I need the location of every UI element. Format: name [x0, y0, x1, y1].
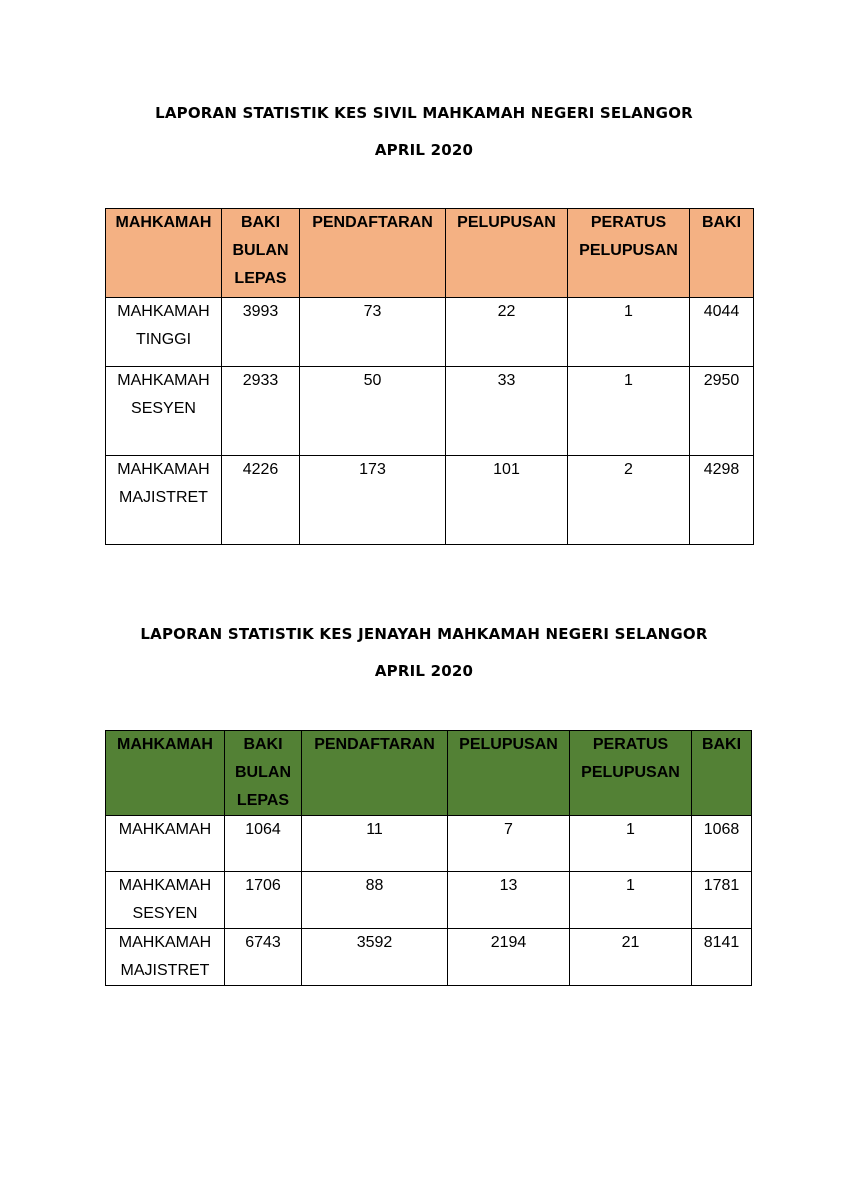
table-row — [106, 816, 752, 872]
cell-pendaftaran: 173 — [300, 456, 446, 545]
table-row — [106, 298, 754, 367]
cell-peratus-pelupusan: 1 — [568, 367, 690, 456]
header-baki: BAKI — [690, 209, 754, 298]
civil-report-subtitle: APRIL 2020 — [374, 141, 474, 159]
cell-mahkamah: MAHKAMAH TINGGI — [106, 298, 222, 367]
cell-pendaftaran: 50 — [300, 367, 446, 456]
cell-baki: 2950 — [690, 367, 754, 456]
cell-peratus-pelupusan: 1 — [570, 816, 692, 872]
cell-baki: 4298 — [690, 456, 754, 545]
cell-peratus-pelupusan: 1 — [568, 298, 690, 367]
cell-baki-bulan-lepas: 6743 — [225, 929, 302, 986]
cell-pelupusan: 7 — [448, 816, 570, 872]
cell-pendaftaran: 3592 — [302, 929, 448, 986]
criminal-statistics-table — [105, 730, 752, 986]
header-pendaftaran: PENDAFTARAN — [302, 731, 448, 816]
cell-baki-bulan-lepas: 2933 — [222, 367, 300, 456]
table-header-row — [106, 209, 754, 298]
cell-baki-bulan-lepas: 1064 — [225, 816, 302, 872]
cell-pelupusan: 22 — [446, 298, 568, 367]
table-row — [106, 929, 752, 986]
header-pendaftaran: PENDAFTARAN — [300, 209, 446, 298]
cell-mahkamah: MAHKAMAH MAJISTRET — [106, 456, 222, 545]
table-row — [106, 872, 752, 929]
cell-baki-bulan-lepas: 1706 — [225, 872, 302, 929]
header-pelupusan: PELUPUSAN — [446, 209, 568, 298]
criminal-report-title: LAPORAN STATISTIK KES JENAYAH MAHKAMAH NEGERI SELANGOR — [140, 625, 708, 643]
header-baki-bulan-lepas: BAKI BULAN LEPAS — [222, 209, 300, 298]
cell-peratus-pelupusan: 21 — [570, 929, 692, 986]
cell-pendaftaran: 88 — [302, 872, 448, 929]
cell-baki-bulan-lepas: 3993 — [222, 298, 300, 367]
cell-mahkamah: MAHKAMAH SESYEN — [106, 367, 222, 456]
table-row — [106, 456, 754, 545]
header-peratus-pelupusan: PERATUS PELUPUSAN — [570, 731, 692, 816]
civil-statistics-table — [105, 208, 754, 545]
cell-baki: 8141 — [692, 929, 752, 986]
cell-baki: 1781 — [692, 872, 752, 929]
cell-mahkamah: MAHKAMAH MAJISTRET — [106, 929, 225, 986]
header-baki: BAKI — [692, 731, 752, 816]
cell-pendaftaran: 11 — [302, 816, 448, 872]
header-peratus-pelupusan: PERATUS PELUPUSAN — [568, 209, 690, 298]
cell-baki: 4044 — [690, 298, 754, 367]
cell-mahkamah: MAHKAMAH SESYEN — [106, 872, 225, 929]
header-mahkamah: MAHKAMAH — [106, 731, 225, 816]
cell-peratus-pelupusan: 1 — [570, 872, 692, 929]
cell-peratus-pelupusan: 2 — [568, 456, 690, 545]
header-baki-bulan-lepas: BAKI BULAN LEPAS — [225, 731, 302, 816]
cell-baki: 1068 — [692, 816, 752, 872]
cell-baki-bulan-lepas: 4226 — [222, 456, 300, 545]
cell-pelupusan: 13 — [448, 872, 570, 929]
cell-mahkamah: MAHKAMAH — [106, 816, 225, 872]
table-row — [106, 367, 754, 456]
cell-pelupusan: 2194 — [448, 929, 570, 986]
cell-pelupusan: 33 — [446, 367, 568, 456]
cell-pendaftaran: 73 — [300, 298, 446, 367]
table-header-row — [106, 731, 752, 816]
criminal-report-subtitle: APRIL 2020 — [374, 662, 474, 680]
civil-report-title: LAPORAN STATISTIK KES SIVIL MAHKAMAH NEGERI SELANGOR — [155, 104, 693, 122]
header-pelupusan: PELUPUSAN — [448, 731, 570, 816]
header-mahkamah: MAHKAMAH — [106, 209, 222, 298]
cell-pelupusan: 101 — [446, 456, 568, 545]
